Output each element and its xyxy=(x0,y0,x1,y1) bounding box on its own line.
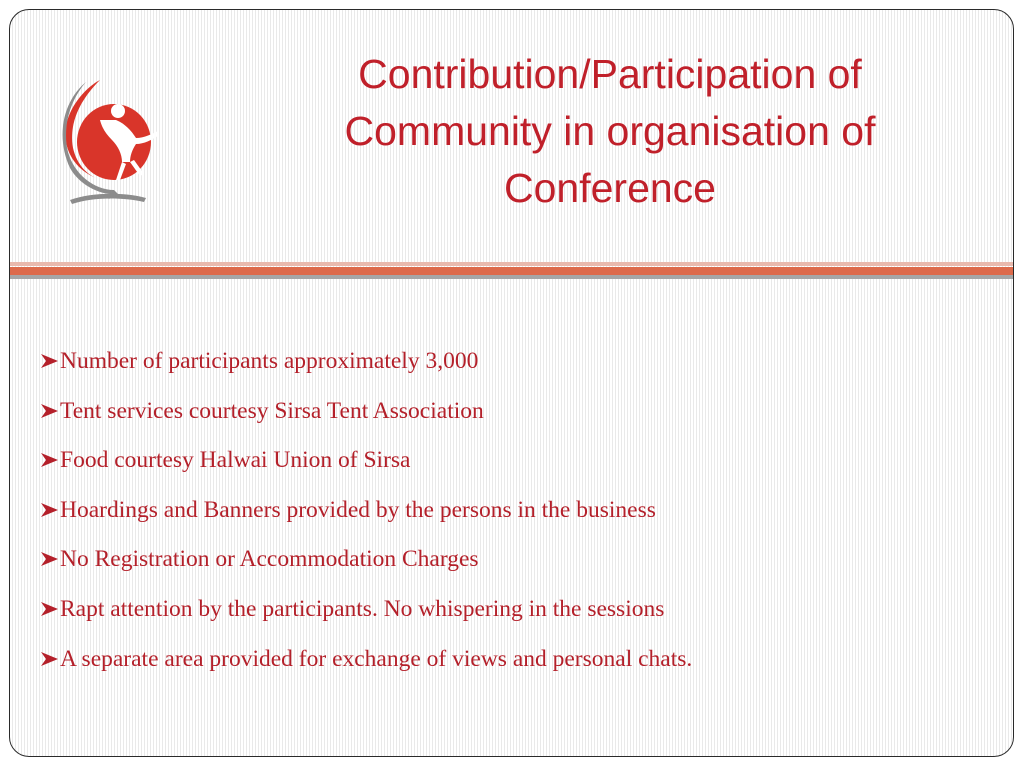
arrow-bullet-icon xyxy=(40,601,60,617)
slide xyxy=(9,9,1014,757)
list-item xyxy=(40,440,692,490)
divider-line xyxy=(10,267,1013,275)
list-item xyxy=(40,589,692,639)
bullet-text: Tent services courtesy Sirsa Tent Association xyxy=(60,397,484,424)
bullet-text: Rapt attention by the participants. No whispering in the sessions xyxy=(60,595,665,622)
bullet-text: No Registration or Accommodation Charges xyxy=(60,546,479,573)
arrow-bullet-icon xyxy=(40,551,60,567)
arrow-bullet-icon xyxy=(40,403,60,419)
arrow-bullet-icon xyxy=(40,353,60,369)
title-line: Contribution/Participation of xyxy=(358,51,862,97)
bullet-text: A separate area provided for exchange of views and personal chats. xyxy=(60,645,693,672)
arrow-bullet-icon xyxy=(40,502,60,518)
list-item xyxy=(40,341,692,391)
bullet-text: Number of participants approximately 3,000 xyxy=(60,348,479,374)
list-item xyxy=(40,639,692,689)
bullet-text: Food courtesy Halwai Union of Sirsa xyxy=(60,447,411,474)
list-item xyxy=(40,539,692,589)
divider-line xyxy=(10,262,1013,266)
bullet-text: Hoardings and Banners provided by the persons in the business xyxy=(60,496,656,523)
divider-line xyxy=(10,275,1013,279)
list-item xyxy=(40,490,692,540)
title-line: Community in organisation of xyxy=(344,108,876,154)
page-title xyxy=(250,46,970,217)
arrow-bullet-icon xyxy=(40,452,60,468)
list-item xyxy=(40,391,692,441)
bullet-list xyxy=(40,341,692,688)
globe-person-logo-icon xyxy=(52,76,160,208)
arrow-bullet-icon xyxy=(40,651,60,667)
title-line: Conference xyxy=(504,165,716,211)
